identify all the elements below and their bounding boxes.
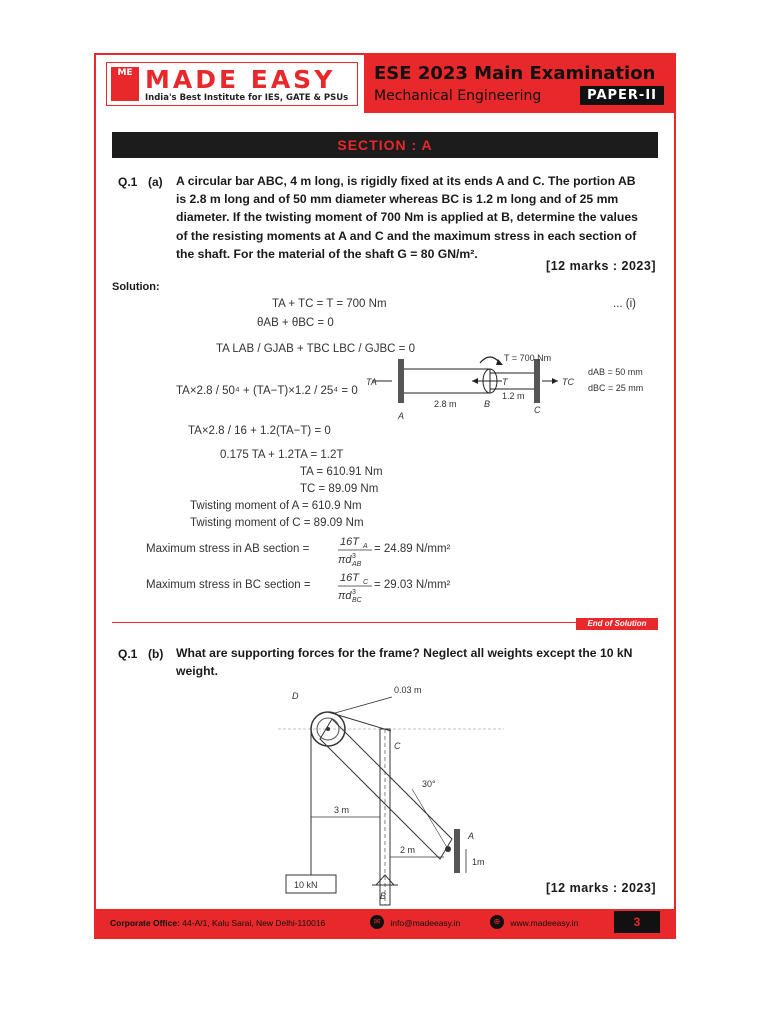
equation-8: TC = 89.09 Nm xyxy=(300,483,379,495)
marks: [12 marks : 2023] xyxy=(546,259,656,273)
frame-figure xyxy=(272,679,512,901)
svg-text:C: C xyxy=(363,579,369,586)
email-link[interactable]: info@madeeasy.in xyxy=(390,918,461,928)
svg-text:16T: 16T xyxy=(340,572,359,584)
question-part: (b) xyxy=(148,647,164,661)
equation-tag: ... (i) xyxy=(613,298,636,310)
section-title: SECTION : A xyxy=(112,132,658,158)
end-solution-badge: End of Solution xyxy=(576,618,658,630)
solution-label: Solution: xyxy=(112,281,160,293)
svg-text:3: 3 xyxy=(352,589,356,596)
equation-12-label: Maximum stress in BC section = xyxy=(146,579,311,591)
svg-text:πd: πd xyxy=(338,590,352,602)
label-radius: 0.03 m xyxy=(394,685,422,695)
svg-text:3: 3 xyxy=(352,553,356,560)
footer-office xyxy=(110,918,325,928)
header-banner xyxy=(364,55,674,113)
exam-subject: Mechanical Engineering xyxy=(374,88,542,104)
question-line: of the resisting moments at A and C and the maximum stress in each section of xyxy=(176,228,637,243)
equation-12-result: = 29.03 N/mm² xyxy=(374,579,451,591)
footer xyxy=(96,909,674,937)
equation-11-result: = 24.89 N/mm² xyxy=(374,543,451,555)
label-tc: TC xyxy=(562,377,574,387)
equation-6: 0.175 TA + 1.2TA = 1.2T xyxy=(220,449,344,461)
label-c: C xyxy=(534,405,541,415)
marks: [12 marks : 2023] xyxy=(546,881,656,895)
paper-badge: PAPER-II xyxy=(580,86,664,105)
question-number: Q.1 xyxy=(118,647,138,661)
label-2m: 2 m xyxy=(400,845,416,855)
header xyxy=(96,55,674,115)
label-c: C xyxy=(394,741,401,751)
question-line: weight. xyxy=(176,664,218,679)
question-number: Q.1 xyxy=(118,175,138,189)
equation-9: Twisting moment of A = 610.9 Nm xyxy=(190,500,362,512)
globe-icon: ⊕ xyxy=(490,915,504,929)
label-angle: 30° xyxy=(422,779,436,789)
fraction-bc xyxy=(336,570,376,604)
label-load: 10 kN xyxy=(294,880,318,890)
label-b: B xyxy=(484,399,491,409)
website-link[interactable]: www.madeeasy.in xyxy=(510,918,579,928)
equation-11-label: Maximum stress in AB section = xyxy=(146,543,310,555)
logo xyxy=(106,62,358,106)
equation-7: TA = 610.91 Nm xyxy=(300,466,383,478)
label-d-ab: dAB = 50 mm xyxy=(588,367,643,377)
page-number: 3 xyxy=(614,911,660,933)
label-b: B xyxy=(380,891,387,901)
svg-text:AB: AB xyxy=(352,561,362,568)
page-frame xyxy=(94,53,676,939)
email-icon: ✉ xyxy=(370,915,384,929)
label-d: D xyxy=(292,691,299,701)
label-t: T xyxy=(502,377,508,387)
question-line: What are supporting forces for the frame? Neglect all weights except the 10 kN xyxy=(176,646,633,660)
label-len-bc: 1.2 m xyxy=(502,391,525,401)
footer-email[interactable] xyxy=(370,918,460,929)
svg-text:πd: πd xyxy=(338,554,352,566)
logo-tagline: India's Best Institute for IES, GATE & PSUs xyxy=(145,93,349,103)
label-3m: 3 m xyxy=(334,805,350,815)
question-text xyxy=(176,644,658,680)
fraction-ab xyxy=(336,534,376,568)
question-line: the shaft. For the material of the shaft G = 80 GN/m². xyxy=(176,246,478,261)
svg-text:16T: 16T xyxy=(340,536,359,548)
question-part: (a) xyxy=(148,175,163,189)
equation-2: θAB + θBC = 0 xyxy=(257,317,334,329)
equation-5: TA×2.8 / 16 + 1.2(TA−T) = 0 xyxy=(188,425,331,437)
label-d-bc: dBC = 25 mm xyxy=(588,383,644,393)
equation-4: TA×2.8 / 50⁴ + (TA−T)×1.2 / 25⁴ = 0 xyxy=(176,385,358,397)
label-a: A xyxy=(398,411,405,421)
label-len-ab: 2.8 m xyxy=(434,399,457,409)
question-line: A circular bar ABC, 4 m long, is rigidly fixed at its ends A and C. The portion AB xyxy=(176,174,636,188)
question-line: diameter. If the twisting moment of 700 Nm is applied at B, determine the values xyxy=(176,210,638,225)
equation-10: Twisting moment of C = 89.09 Nm xyxy=(190,517,364,529)
question-text xyxy=(176,172,658,263)
shaft-figure xyxy=(362,345,662,425)
label-1m: 1m xyxy=(472,857,485,867)
label-torque: T = 700 Nm xyxy=(504,353,552,363)
equation-1: TA + TC = T = 700 Nm xyxy=(272,298,387,310)
footer-website[interactable] xyxy=(490,918,578,929)
logo-mark: ME xyxy=(111,67,139,101)
label-a: A xyxy=(468,831,475,841)
equation-3: TA LAB / GJAB + TBC LBC / GJBC = 0 xyxy=(216,343,415,355)
office-label: Corporate Office: xyxy=(110,918,180,928)
logo-text: MADE EASY xyxy=(145,65,336,94)
svg-text:A: A xyxy=(363,543,368,550)
office-address: 44-A/1, Kalu Sarai, New Delhi-110016 xyxy=(182,918,326,928)
question-line: is 2.8 m long and of 50 mm diameter whereas BC is 1.2 m long and of 25 mm xyxy=(176,192,619,207)
exam-title: ESE 2023 Main Examination xyxy=(374,63,656,84)
svg-text:BC: BC xyxy=(352,597,362,604)
label-ta: TA xyxy=(366,377,377,387)
